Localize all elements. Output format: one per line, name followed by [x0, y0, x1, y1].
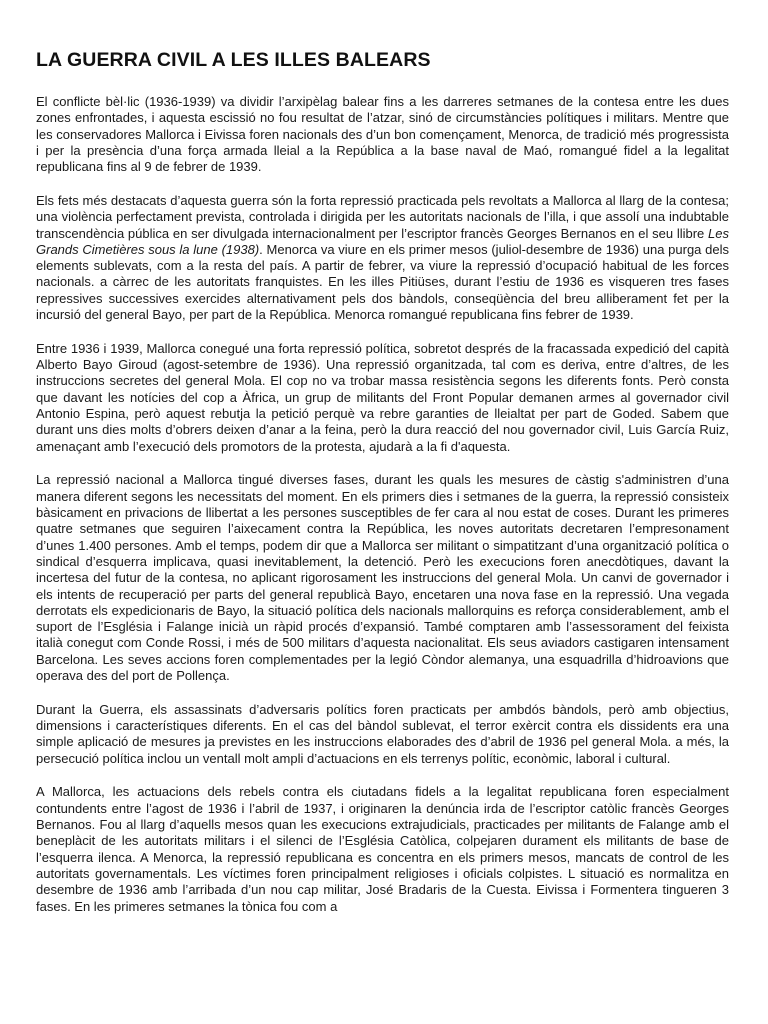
paragraph-6: A Mallorca, les actuacions dels rebels contra els ciutadans fidels a la legalitat republicana foren especialment contundents entre l’agost de 1936 i l’abril de 1937, i originaren la denúncia irda de l’escriptor catòlic francès Georges Bernanos. Fou al llarg d’aquells mesos quan les execucions extrajudicials, practicades per militants de Falange amb el beneplàcit de les autoritats militars i el silenci de l’Església Catòlica, colpejaren durament els militants de base de l’esquerra ilenca. A Menorca, la repressió republicana es concentra en els primers mesos, mancats de control de les autoritats governamentals. Les víctimes foren principalment religioses i oficials colpistes. L situació es normalitza en desembre de 1936 amb l’arribada d’un nou cap militar, José Bradaris de la Cuesta. Eivissa i Formentera tingueren 3 fases. En les primeres setmanes la tònica fou com a [36, 784, 729, 914]
paragraph-5: Durant la Guerra, els assassinats d’adversaris polítics foren practicats per ambdós bàndols, però amb objectius, dimensions i característiques diferents. En el cas del bàndol sublevat, el terror exèrcit contra els dissidents era una simple aplicació de mesures ja previstes en les instruccions elaborades des d’abril de 1936 pel general Mola. a més, la persecució política inclou un ventall molt ampli d’actuacions en els terrenys polític, econòmic, laboral i cultural. [36, 701, 729, 766]
paragraph-2-text-after: . Menorca va viure en els primer mesos (juliol-desembre de 1936) una purga dels elements sublevats, com a la resta del país. A partir de febrer, va viure la repressió d’ocupació habitual de les forces nacionals. a càrrec de les autoritats franquistes. En les illes Pitiüses, durant l’estiu de 1936 es visqueren tres fases repressives successives exercides alternativament pels dos bàndols, conseqüència del breu alliberament fet per la incursió del general Bayo, per part de la República. Menorca romangué republicana fins febrer de 1939. [36, 241, 729, 323]
paragraph-3: Entre 1936 i 1939, Mallorca conegué una forta repressió política, sobretot després de la fracassada expedició del capità Alberto Bayo Giroud (agost-setembre de 1936). Una repressió organitzada, tal com es deriva, entre d’altres, de les instruccions secretes del general Mola. El cop no va trobar massa resistència segons les diferents fonts. Però consta que davant les notícies del cop a Àfrica, un grup de militants del Front Popular demanen armes al governador civil Antonio Espina, però aquest rebutja la petició perquè va rebre garanties de lleialtat per part de Goded. Sabem que durant uns dies molts d’obrers deixen d’anar a la feina, però la dura reacció del nou governador civil, Luis García Ruiz, amenaçant amb l’execució dels promotors de la protesta, ajudarà a la fi d'aquesta. [36, 340, 729, 454]
document-page [36, 48, 729, 932]
book-title: Les Grands Cimetières sous la lune (1938) [36, 225, 729, 257]
paragraph-2 [36, 193, 729, 323]
document-title: LA GUERRA CIVIL A LES ILLES BALEARS [36, 49, 431, 71]
paragraph-1: El conflicte bèl·lic (1936-1939) va dividir l’arxipèlag balear fins a les darreres setmanes de la contesa entre les dues zones enfrontades, i aquesta escissió no fou resultat de l’atzar, sinó de circumstàncies polítiques i militars. Mentre que les conservadores Mallorca i Eivissa foren nacionals des d’un bon començament, Menorca, de tradició més progressista i per la presència d’una força armada lleial a la República a la base naval de Maó, romangué fidel a la legalitat republicana fins al 9 de febrer de 1939. [36, 94, 729, 175]
paragraph-4: La repressió nacional a Mallorca tingué diverses fases, durant les quals les mesures de càstig s'administren d’una manera diferent segons les necessitats del moment. En els primers dies i setmanes de la guerra, la repressió consisteix bàsicament en privacions de llibertat a les persones susceptibles de fer cara al nou estat de coses. Durant les primeres quatre setmanes que seguiren l’aixecament contra la República, les noves autoritats decretaren l’empresonament d’unes 1.400 persones. Amb el temps, podem dir que a Mallorca ser militant o simpatitzant d’una organització política o sindical d’esquerra implicava, quasi inevitablement, la detenció. Però les execucions foren anecdòtiques, davant la incertesa del futur de la contesa, no aplicant rigorosament les instruccions del general Mola. Un canvi de governador i els intents de recuperació per parts del general republicà Bayo, encetaren una nova fase en la repressió. Una vegada derrotats els expedicionaris de Bayo, la situació política dels nacionals mallorquins es reforça considerablement, amb el suport de l’Església i Falange inicià un ràpid procés d’expansió. També comptaren amb l’assessorament del feixista italià conegut com Conde Rossi, i més de 500 militars d’aquesta nacionalitat. Els seus aviadors castigaren intensament Barcelona. Les seves accions foren complementades per la legió Còndor alemanya, una esquadrilla d’hidroavions que operava des del port de Pollença. [36, 472, 729, 683]
paragraph-2-text-before: Els fets més destacats d’aquesta guerra són la forta repressió practicada pels revoltats a Mallorca al llarg de la contesa; una violència perfectament prevista, controlada i dirigida per les autoritats nacionals de l’illa, i que assolí una indubtable transcendència pública en ser divulgada internacionalment per l’escriptor francès Georges Bernanos en el seu llibre [36, 192, 729, 241]
